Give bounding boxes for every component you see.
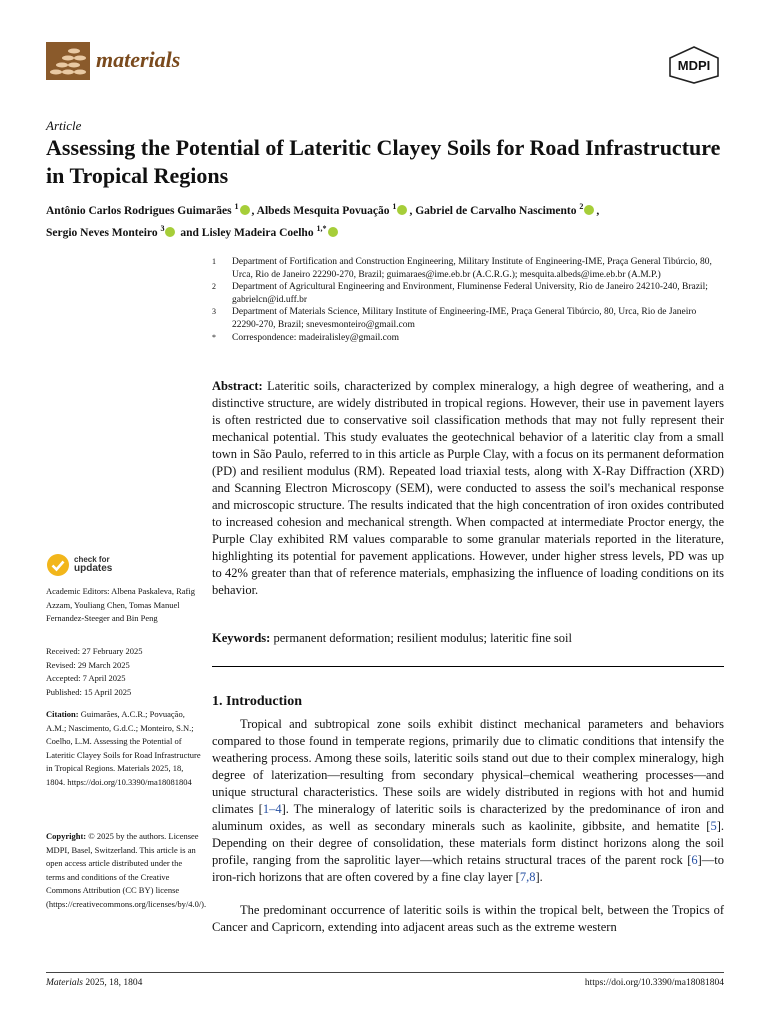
intro-text: ]. [535, 870, 543, 884]
author-name[interactable]: Sergio Neves Monteiro [46, 226, 158, 239]
intro-text: Tropical and subtropical zone soils exhibit distinct mechanical parameters and behaviors compared to those found in temperate regions, primarily due to climatic conditions that intensify the weathering process. Among these soils, lateritic soils stand out due to their complex mineralogy, high degree of laterization—resulting from secondary physical–chemical weathering processes—and unique structural characteristics. These soils are widely distributed in regions with hot and humid climates [ [212, 717, 724, 816]
published-date: Published: 15 April 2025 [46, 686, 132, 697]
intro-text: ]. Depending on their degree of consolidation, these materials form distinct horizons along the soil profile, ranging from the saprolitic layer—which retains structural traces of the parent rock [ [212, 819, 724, 867]
author-affiliation-mark: 3 [160, 223, 165, 233]
abstract [212, 378, 724, 599]
citation-text: Guimarães, A.C.R.; Povuação, A.M.; Nascimento, G.d.C.; Monteiro, S.N.; Coelho, L.M. Assessing the Potential of Lateritic Clayey Soils for Road Infrastructure in Tropical Regions. Materials 2025, 18, 1804. https://doi.org/10.3390/ma18081804 [46, 709, 201, 787]
citation-link[interactable]: 6 [691, 853, 698, 867]
article-type: Article [46, 118, 82, 133]
section-divider [212, 666, 724, 667]
keywords-text: permanent deformation; resilient modulus; lateritic fine soil [273, 631, 572, 645]
footer-divider [46, 972, 724, 973]
author-list: Antônio Carlos Rodrigues Guimarães $^1$ , Albeds Mesquita Povuação $^1$ , Gabriel de Carvalho Nascimento $^2$ , Sergio Neves Monteiro $^3$ and Lisley Madeira Coelho $^{1,*}$ [46, 202, 600, 239]
intro-paragraph [212, 716, 724, 886]
citation-link[interactable]: 7,8 [519, 870, 536, 884]
affiliation-mark: 2 [212, 282, 216, 292]
affiliation-text: Department of Materials Science, Military Institute of Engineering-IME, Praça General Tibúrcio, 80, Urca, Rio de Janeiro 22290-270, Brazil; snevesmonteiro@gmail.com [232, 307, 697, 330]
author-name[interactable]: Lisley Madeira Coelho [201, 226, 314, 239]
check-for-updates-button[interactable] [46, 553, 166, 577]
affiliation-mark: 1 [212, 257, 216, 266]
orcid-icon[interactable] [584, 205, 594, 215]
copyright-label: Copyright: [46, 831, 87, 841]
check-updates-label: check for updates [74, 555, 113, 574]
citation-label: Citation: [46, 709, 79, 719]
abstract-label: Abstract: [212, 379, 263, 393]
orcid-icon[interactable] [397, 205, 407, 215]
editors-label: Academic Editors: [46, 586, 110, 596]
footer-journal-info [46, 978, 142, 988]
intro-paragraph: The predominant occurrence of lateritic soils is within the tropical belt, between the Tropics of Cancer and Capricorn, extending into adjacent areas such as the extreme western [212, 903, 724, 934]
academic-editors [46, 585, 201, 626]
affiliation-item [212, 256, 724, 281]
publication-dates [46, 645, 201, 699]
affiliation-item [212, 332, 724, 345]
revised-date: Revised: 29 March 2025 [46, 659, 130, 670]
author-affiliation-mark: 1 [234, 202, 239, 211]
citation-link[interactable]: 5 [710, 819, 717, 833]
affiliation-item [212, 281, 724, 306]
section-heading-introduction: 1. Introduction [212, 694, 302, 709]
mdpi-logo-icon [666, 46, 722, 84]
intro-text: ]. The mineralogy of lateritic soils is characterized by the predominance of iron and aluminum oxides, as well as secondary minerals such as kaolinite, gibbsite, and hematite [ [212, 802, 724, 833]
received-date: Received: 27 February 2025 [46, 646, 143, 656]
publisher-label: MDPI [677, 58, 711, 73]
footer-doi-link[interactable]: https://doi.org/10.3390/ma18081804 [584, 978, 724, 988]
orcid-icon[interactable] [165, 227, 175, 237]
article-title: Assessing the Potential of Lateritic Clayey Soils for Road Infrastructure in Tropical Regions [46, 135, 721, 188]
check-updates-icon [46, 553, 70, 577]
affiliations [212, 256, 724, 344]
abstract-text: Lateritic soils, characterized by complex mineralogy, a high degree of weathering, and a distinctive structure, are widely distributed in tropical regions. However, their use in pavement layers is often restricted due to conservative soil classification methods that may not fully represent their mechanical potential. This study evaluates the geotechnical behavior of a lateritic clay from a small town in São Paulo, referred to in this article as Purple Clay, with a focus on its permanent deformation (PD) and resilient modulus (RM). Repeated load triaxial tests, along with X-Ray Diffraction (XRD) and Scanning Electron Microscopy (SEM), were conducted to assess the soil's mechanical response and microscopic structure. The results indicated that the high concentration of iron oxides contributed to increased cohesion and mechanical strength. When compacted at intermediate Proctor energy, the Purple Clay exhibited RM values comparable to some granular materials reported in the literature, highlighting its potential for pavement applications. However, under higher stress levels, PD was up to 42% greater than that of reference materials, emphasizing the influence of loading conditions on its behavior. [212, 379, 725, 597]
affiliation-item [212, 306, 724, 331]
affiliation-text: Department of Fortification and Construction Engineering, Military Institute of Engineering-IME, Praça General Tibúrcio, 80, Urca, Rio de Janeiro 22290-270, Brazil; guimaraes@ime.eb.br (A.C.R.G.); mesquita.albeds@ime.eb.br (A.M.P.) [232, 257, 712, 280]
author-name[interactable]: Antônio Carlos Rodrigues Guimarães [46, 204, 232, 217]
orcid-icon[interactable] [328, 227, 338, 237]
orcid-icon[interactable] [240, 205, 250, 215]
author-affiliation-mark: 2 [579, 202, 584, 211]
affiliation-mark: * [212, 332, 216, 342]
keywords [212, 630, 724, 647]
copyright-block [46, 830, 207, 911]
footer-journal: Materials [46, 978, 83, 988]
footer-volume: 2025, 18, 1804 [85, 978, 143, 988]
editors-text: Albena Paskaleva, Rafig Azzam, Youliang Chen, Tomas Manuel Fernandez-Steeger and Bin Peng [46, 586, 195, 623]
author-name[interactable]: Albeds Mesquita Povuação [256, 204, 390, 217]
author-name[interactable]: Gabriel de Carvalho Nascimento [415, 204, 577, 217]
accepted-date: Accepted: 7 April 2025 [46, 673, 126, 683]
citation-link[interactable]: 1–4 [262, 802, 282, 816]
author-affiliation-mark: 1 [392, 202, 397, 211]
citation-block [46, 708, 201, 789]
author-affiliation-mark: 1,* [316, 223, 327, 233]
correspondence-text: Correspondence: madeiralisley@gmail.com [232, 332, 400, 343]
affiliation-mark: 3 [212, 307, 216, 317]
affiliation-text: Department of Agricultural Engineering and Environment, Fluminense Federal University, Rio de Janeiro 24210-240, Brazil; gabrielcn@id.uff.br [232, 282, 708, 305]
materials-logo-icon [46, 42, 90, 80]
journal-name: materials [96, 47, 181, 72]
keywords-label: Keywords: [212, 631, 271, 645]
intro-text: ]—to iron-rich horizons that are often covered by a fine clay layer [ [212, 853, 724, 884]
copyright-text: © 2025 by the authors. Licensee MDPI, Basel, Switzerland. This article is an open access article distributed under the terms and conditions of the Creative Commons Attribution (CC BY) license (https://creativecommons.org/licenses/by/4.0/). [46, 831, 207, 909]
